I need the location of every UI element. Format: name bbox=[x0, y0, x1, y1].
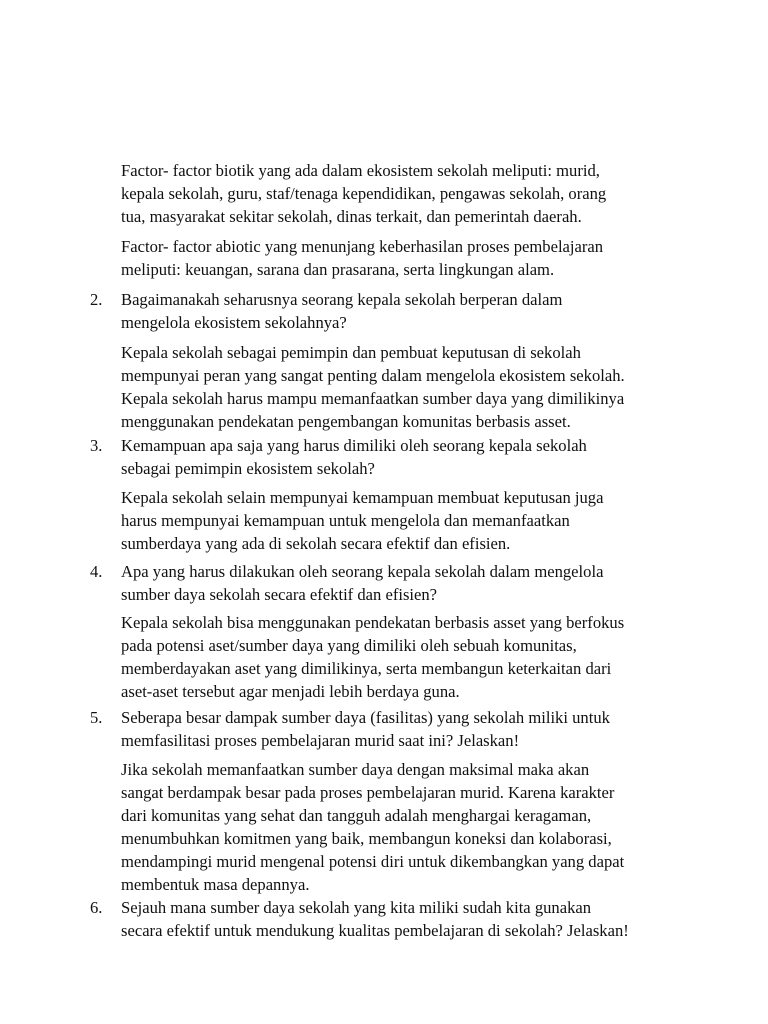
text-line: mengelola ekosistem sekolahnya? bbox=[121, 313, 347, 332]
text-line: Factor- factor biotik yang ada dalam ekosistem sekolah meliputi: murid, bbox=[121, 161, 600, 180]
text-line: harus mempunyai kemampuan untuk mengelola dan memanfaatkan bbox=[121, 511, 570, 530]
answer-2 bbox=[121, 341, 681, 433]
text-line: kepala sekolah, guru, staf/tenaga kependidikan, pengawas sekolah, orang bbox=[121, 184, 607, 203]
text-line: dari komunitas yang sehat dan tangguh adalah menghargai keragaman, bbox=[121, 806, 592, 825]
item-number: 2. bbox=[90, 290, 103, 309]
text-line: secara efektif untuk mendukung kualitas pembelajaran di sekolah? Jelaskan! bbox=[121, 921, 629, 940]
text-line: Kepala sekolah sebagai pemimpin dan pembuat keputusan di sekolah bbox=[121, 343, 581, 362]
text-line: Kepala sekolah harus mampu memanfaatkan sumber daya yang dimilikinya bbox=[121, 389, 625, 408]
item-number: 6. bbox=[90, 898, 103, 917]
text-line: sumberdaya yang ada di sekolah secara efektif dan efisien. bbox=[121, 534, 511, 553]
text-line: Sejauh mana sumber daya sekolah yang kita miliki sudah kita gunakan bbox=[121, 898, 592, 917]
abiotic-factors-paragraph bbox=[121, 235, 681, 281]
text-line: sebagai pemimpin ekosistem sekolah? bbox=[121, 459, 375, 478]
text-line: Jika sekolah memanfaatkan sumber daya dengan maksimal maka akan bbox=[121, 760, 590, 779]
text-line: aset-aset tersebut agar menjadi lebih berdaya guna. bbox=[121, 682, 460, 701]
text-line: Factor- factor abiotic yang menunjang keberhasilan proses pembelajaran bbox=[121, 237, 604, 256]
text-line: sumber daya sekolah secara efektif dan efisien? bbox=[121, 585, 438, 604]
text-line: menggunakan pendekatan pengembangan komunitas berbasis asset. bbox=[121, 412, 571, 431]
text-line: pada potensi aset/sumber daya yang dimiliki oleh sebuah komunitas, bbox=[121, 636, 577, 655]
question-4 bbox=[121, 560, 681, 606]
text-line: menumbuhkan komitmen yang baik, membangun koneksi dan kolaborasi, bbox=[121, 829, 612, 848]
text-line: meliputi: keuangan, sarana dan prasarana, serta lingkungan alam. bbox=[121, 260, 555, 279]
item-number: 4. bbox=[90, 562, 103, 581]
answer-4 bbox=[121, 611, 681, 703]
text-line: mendampingi murid mengenal potensi diri untuk dikembangkan yang dapat bbox=[121, 852, 625, 871]
text-line: Kemampuan apa saja yang harus dimiliki oleh seorang kepala sekolah bbox=[121, 436, 587, 455]
text-line: tua, masyarakat sekitar sekolah, dinas terkait, dan pemerintah daerah. bbox=[121, 207, 582, 226]
text-line: Apa yang harus dilakukan oleh seorang kepala sekolah dalam mengelola bbox=[121, 562, 604, 581]
text-line: mempunyai peran yang sangat penting dalam mengelola ekosistem sekolah. bbox=[121, 366, 625, 385]
text-line: sangat berdampak besar pada proses pembelajaran murid. Karena karakter bbox=[121, 783, 615, 802]
answer-3 bbox=[121, 486, 681, 555]
item-number: 5. bbox=[90, 708, 103, 727]
question-2 bbox=[121, 288, 681, 334]
question-6 bbox=[121, 896, 681, 942]
text-line: memfasilitasi proses pembelajaran murid saat ini? Jelaskan! bbox=[121, 731, 520, 750]
question-3 bbox=[121, 434, 681, 480]
text-line: Bagaimanakah seharusnya seorang kepala sekolah berperan dalam bbox=[121, 290, 563, 309]
answer-5 bbox=[121, 758, 681, 896]
text-line: memberdayakan aset yang dimilikinya, serta membangun keterkaitan dari bbox=[121, 659, 612, 678]
text-line: Kepala sekolah selain mempunyai kemampuan membuat keputusan juga bbox=[121, 488, 604, 507]
text-line: Kepala sekolah bisa menggunakan pendekatan berbasis asset yang berfokus bbox=[121, 613, 625, 632]
text-line: Seberapa besar dampak sumber daya (fasilitas) yang sekolah miliki untuk bbox=[121, 708, 610, 727]
biotic-factors-paragraph bbox=[121, 159, 681, 228]
question-5 bbox=[121, 706, 681, 752]
text-line: membentuk masa depannya. bbox=[121, 875, 310, 894]
item-number: 3. bbox=[90, 436, 103, 455]
